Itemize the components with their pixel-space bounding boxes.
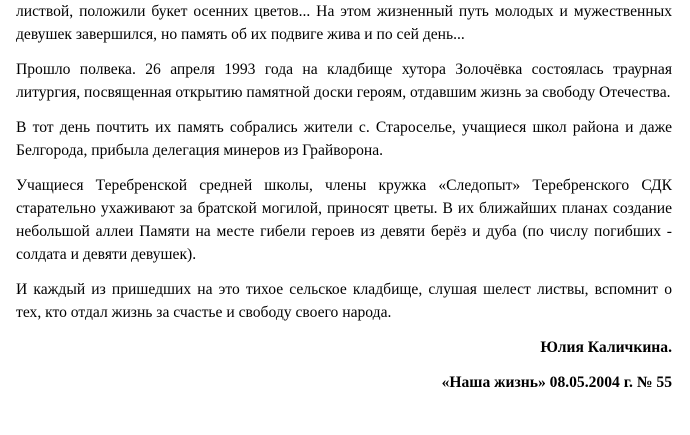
paragraph-2: Прошло полвека. 26 апреля 1993 года на кладбище хутора Золочёвка состоялась траурная литургия, посвященная открытию памятной доски героям, отдавшим жизнь за свободу Отечества.: [16, 61, 672, 101]
paragraph-5: И каждый из пришедших на это тихое сельское кладбище, слушая шелест листвы, вспомнит о тех, кто отдал жизнь за счастье и свободу своего народа.: [16, 281, 672, 321]
document-body: [16, 0, 672, 394]
paragraph-1: листвой, положили букет осенних цветов... На этом жизненный путь молодых и мужественных девушек завершился, но память об их подвиге жива и по сей день...: [16, 3, 672, 43]
author-signature: Юлия Каличкина.: [540, 339, 672, 356]
paragraph-4: Учащиеся Теребренской средней школы, члены кружка «Следопыт» Теребренского СДК старательно ухаживают за братской могилой, приносят цветы. В их ближайших планах создание небольшой аллеи Памяти на месте гибели героев из девяти берёз и дуба (по числу погибших - солдата и девяти девушек).: [16, 177, 672, 263]
source-citation: «Наша жизнь» 08.05.2004 г. № 55: [441, 374, 672, 391]
paragraph-3: В тот день почтить их память собрались жители с. Староселье, учащиеся школ района и даже Белгорода, прибыла делегация минеров из Грайворона.: [16, 119, 672, 159]
